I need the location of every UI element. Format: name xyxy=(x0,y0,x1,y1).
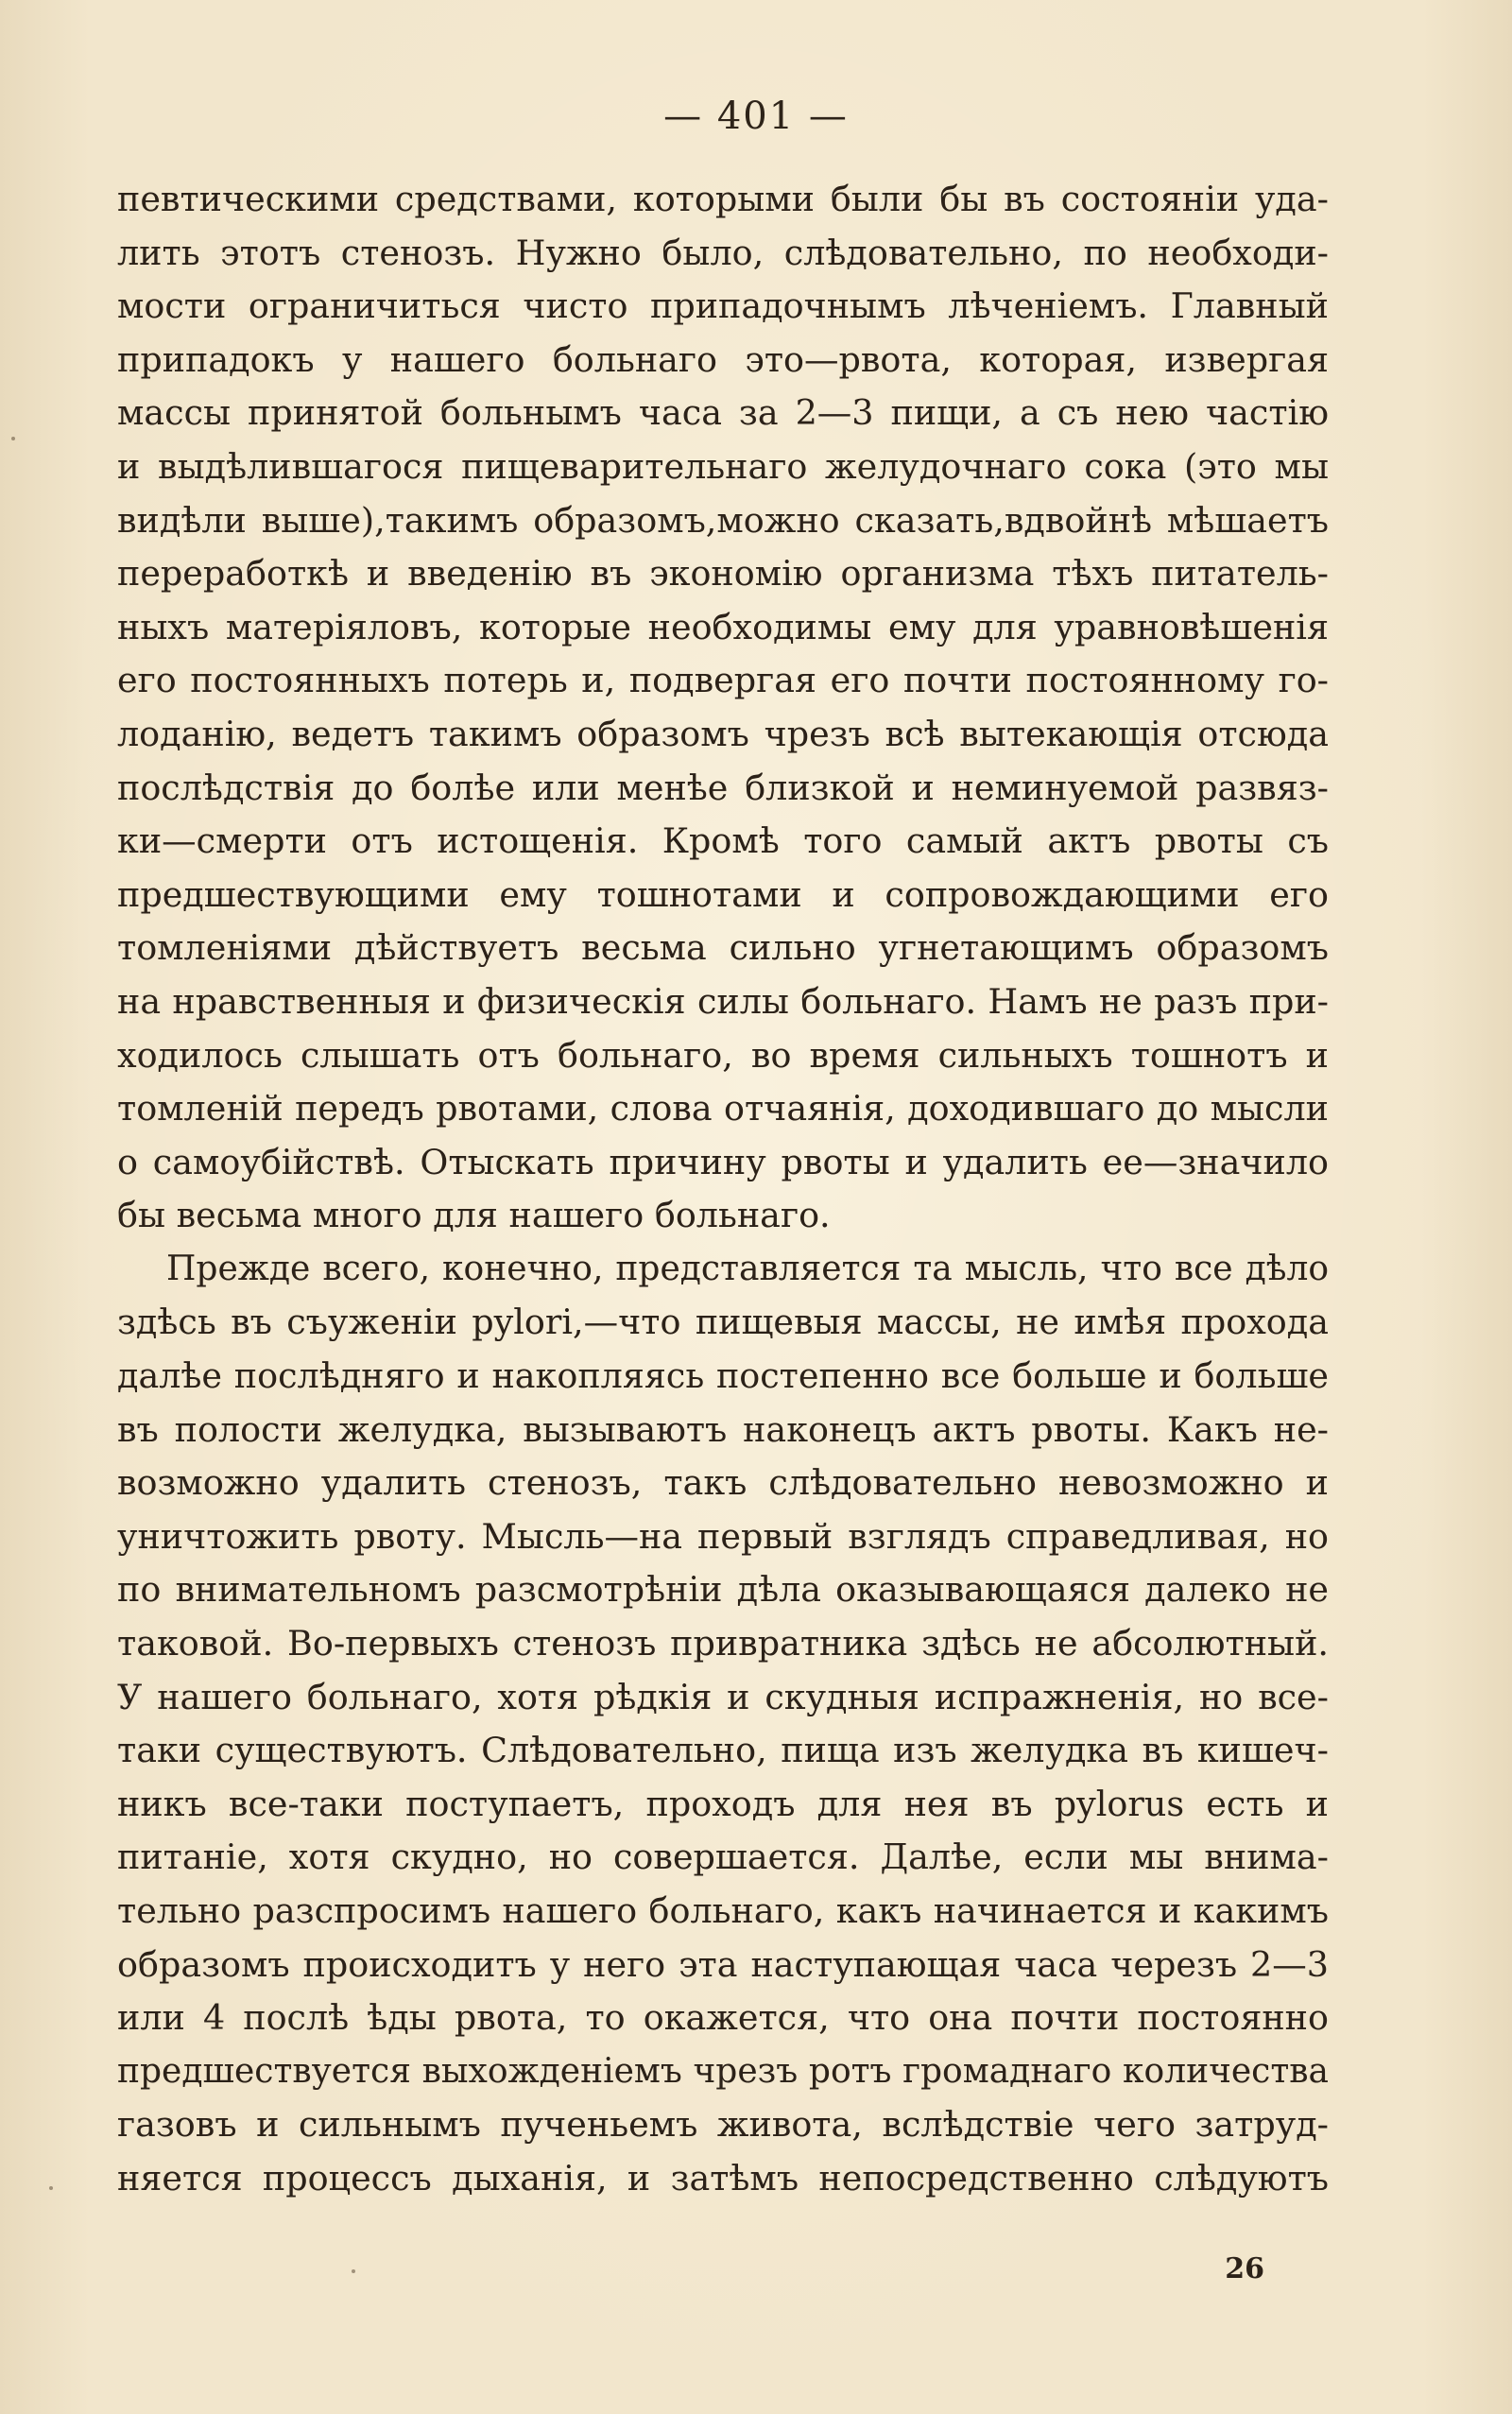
text-line: лоданiю, ведетъ такимъ образомъ чрезъ всѣ вытекающiя отсюда xyxy=(117,713,1329,754)
text-line: его постоянныхъ потерь и, подвергая его почти постоянному го- xyxy=(117,660,1329,701)
text-line: томленiями дѣйствуетъ весьма сильно угнетающимъ образомъ xyxy=(117,927,1329,969)
text-line: переработкѣ и введенiю въ экономiю организма тѣхъ питатель- xyxy=(117,553,1329,595)
text-line: далѣе послѣдняго и накопляясь постепенно все больше и больше xyxy=(117,1355,1329,1397)
text-line: таковой. Во-первыхъ стенозъ привратника здѣсь не абсолютный. xyxy=(117,1623,1329,1664)
text-line: ныхъ матерiяловъ, которые необходимы ему для уравновѣшенiя xyxy=(117,606,1329,647)
text-line: певтическими средствами, которыми были бы въ состоянiи уда- xyxy=(117,179,1329,219)
text-line: здѣсь въ съуженiи pylori,—что пищевыя массы, не имѣя прохода xyxy=(117,1302,1329,1343)
text-line: газовъ и сильнымъ пученьемъ живота, вслѣдствiе чего затруд- xyxy=(117,2104,1329,2146)
text-line: припадокъ у нашего больнаго это—рвота, которая, извергая xyxy=(117,338,1329,380)
text-line: У нашего больнаго, хотя рѣдкiя и скудныя испражненiя, но все- xyxy=(117,1676,1329,1717)
text-line: по внимательномъ разсмотрѣнiи дѣла оказывающаяся далеко не xyxy=(117,1569,1329,1611)
text-line: въ полости желудка, вызываютъ наконецъ актъ рвоты. Какъ не- xyxy=(117,1408,1329,1450)
text-line: предшествуется выхожденiемъ чрезъ ротъ громаднаго количества xyxy=(117,2051,1329,2091)
text-line: уничтожить рвоту. Мысль—на первый взглядъ справедливая, но xyxy=(117,1515,1329,1557)
text-line: таки существуютъ. Слѣдовательно, пища изъ желудка въ кишеч- xyxy=(117,1730,1329,1771)
text-line: видѣли выше),такимъ образомъ,можно сказать,вдвойнѣ мѣшаетъ xyxy=(117,499,1329,541)
text-line: на нравственныя и физическiя силы больнаго. Намъ не разъ при- xyxy=(117,980,1329,1022)
text-line: бы весьма много для нашего больнаго. xyxy=(117,1195,831,1236)
text-line: и выдѣлившагося пищеварительнаго желудочнаго сока (это мы xyxy=(117,445,1329,487)
text-line: ки—смерти отъ истощенiя. Кромѣ того самый актъ рвоты съ xyxy=(117,820,1329,862)
signature-mark: 26 xyxy=(1225,2252,1264,2285)
text-line: послѣдствiя до болѣе или менѣе близкой и неминуемой развяз- xyxy=(117,767,1329,808)
text-line: никъ все-таки поступаетъ, проходъ для нея въ pylorus есть и xyxy=(117,1783,1329,1824)
paper-speck xyxy=(11,437,15,440)
text-line: ходилось слышать отъ больнаго, во время сильныхъ тошнотъ и xyxy=(117,1034,1329,1076)
text-line: возможно удалить стенозъ, такъ слѣдовательно невозможно и xyxy=(117,1462,1329,1504)
text-line: образомъ происходитъ у него эта наступающая часа черезъ 2—3 xyxy=(117,1943,1329,1985)
text-line: няется процессъ дыханiя, и затѣмъ непосредственно слѣдуютъ xyxy=(117,2157,1329,2198)
text-line: питанiе, хотя скудно, но совершается. Далѣе, если мы внима- xyxy=(117,1836,1329,1878)
text-line: о самоубiйствѣ. Отыскать причину рвоты и удалить ее—значило xyxy=(117,1141,1329,1182)
text-line: предшествующими ему тошнотами и сопровождающими его xyxy=(117,873,1329,915)
paper-speck xyxy=(352,2269,355,2273)
page-number-header: — 401 — xyxy=(663,95,849,138)
text-line: Прежде всего, конечно, представляется та мысль, что все дѣло xyxy=(166,1249,1329,1288)
text-line: тельно разспросимъ нашего больнаго, какъ начинается и какимъ xyxy=(117,1890,1329,1931)
paper-speck xyxy=(49,2186,53,2190)
text-line: томленiй передъ рвотами, слова отчаянiя, доходившаго до мысли xyxy=(117,1088,1329,1129)
text-line: массы принятой больнымъ часа за 2—3 пищи, а съ нею частiю xyxy=(117,392,1329,434)
text-line: мости ограничиться чисто припадочнымъ лѣченiемъ. Главный xyxy=(117,285,1329,327)
text-line: или 4 послѣ ѣды рвота, то окажется, что она почти постоянно xyxy=(117,1997,1329,2039)
body-text xyxy=(117,173,1329,2206)
text-line: лить этотъ стенозъ. Нужно было, слѣдовательно, по необходи- xyxy=(117,232,1329,273)
